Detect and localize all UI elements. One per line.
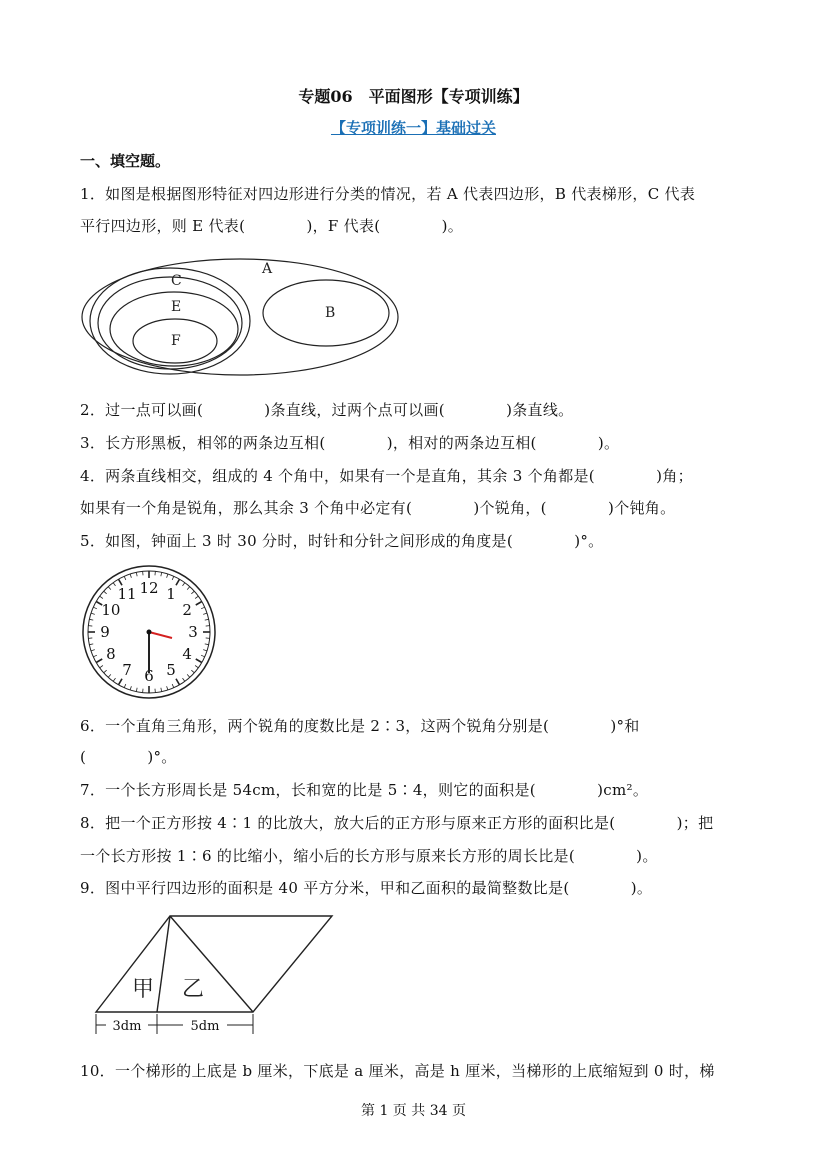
clock-tick xyxy=(93,655,97,657)
clock-tick xyxy=(119,679,123,685)
clock-number-2: 2 xyxy=(182,601,192,619)
clock-center xyxy=(147,630,152,635)
clock-tick xyxy=(196,659,202,663)
clock-tick xyxy=(167,574,168,578)
clock-tick xyxy=(205,619,209,620)
dim-label-right: 5dm xyxy=(190,1019,220,1034)
question-4-line-1: 4．两条直线相交，组成的 4 个角中，如果有一个是直角，其余 3 个角都是( )角； xyxy=(80,467,693,485)
label-b: B xyxy=(325,305,336,321)
clock-tick xyxy=(113,583,115,586)
clock-number-4: 4 xyxy=(182,645,192,663)
clock-tick xyxy=(100,666,103,668)
page-footer: 第 1 页 共 34 页 xyxy=(361,1103,466,1119)
clock-tick xyxy=(124,576,126,580)
clock-tick xyxy=(183,678,185,681)
clock-number-5: 5 xyxy=(166,661,176,680)
clock-tick xyxy=(161,688,162,692)
label-f: F xyxy=(171,333,181,349)
clock-tick xyxy=(100,596,103,598)
question-6-line-1: 6．一个直角三角形，两个锐角的度数比是 2∶3，这两个锐角分别是( )°和 xyxy=(80,717,640,735)
question-4-line-2: 如果有一个角是锐角，那么其余 3 个角中必定有( )个锐角，( )个钝角。 xyxy=(80,499,676,517)
parallelogram-figure xyxy=(90,912,340,1040)
clock-tick xyxy=(130,686,131,690)
clock-tick xyxy=(108,674,111,677)
clock-tick xyxy=(104,591,107,594)
clock-tick xyxy=(161,572,162,576)
clock-tick xyxy=(108,587,111,590)
clock-number-1: 1 xyxy=(166,584,176,603)
clock-tick xyxy=(183,583,185,586)
clock-tick xyxy=(89,644,93,645)
clock-tick xyxy=(124,684,126,688)
clock-tick xyxy=(136,688,137,692)
label-c: C xyxy=(171,273,182,289)
clock-number-10: 10 xyxy=(101,601,121,619)
question-1-line-2: 平行四边形，则 E 代表( )，F 代表( )。 xyxy=(80,217,464,235)
hour-hand xyxy=(149,632,172,638)
question-10: 10．一个梯形的上底是 b 厘米，下底是 a 厘米，高是 h 厘米，当梯形的上底缩短到 0 时，梯 xyxy=(80,1062,715,1080)
clock-number-11: 11 xyxy=(117,584,137,603)
clock-tick xyxy=(201,655,205,657)
page-title: 专题06 平面图形【专项训练】 xyxy=(298,87,529,106)
clock-tick xyxy=(187,587,190,590)
clock-tick xyxy=(203,613,207,614)
question-2: 2．过一点可以画( )条直线，过两个点可以画( )条直线。 xyxy=(80,401,574,419)
clock-number-8: 8 xyxy=(106,645,116,663)
clock-tick xyxy=(205,644,209,645)
clock-tick xyxy=(130,574,131,578)
clock-tick xyxy=(176,679,180,685)
clock-tick xyxy=(93,607,97,609)
label-a: A xyxy=(262,261,273,277)
clock-tick xyxy=(113,678,115,681)
clock-tick xyxy=(201,607,205,609)
ellipse-c xyxy=(98,277,242,369)
clock-tick xyxy=(176,579,180,585)
clock-tick xyxy=(136,572,137,576)
clock-figure xyxy=(80,565,220,700)
clock-tick xyxy=(96,659,102,663)
clock-tick xyxy=(91,613,95,614)
question-7: 7．一个长方形周长是 54cm，长和宽的比是 5∶4，则它的面积是( )cm²。 xyxy=(80,781,649,799)
question-1-line-1: 1．如图是根据图形特征对四边形进行分类的情况，若 A 代表四边形，B 代表梯形，C 代表 xyxy=(80,185,696,203)
clock-tick xyxy=(191,670,194,673)
clock-tick xyxy=(187,674,190,677)
label-jia: 甲 xyxy=(132,977,155,1002)
clock-number-7: 7 xyxy=(122,661,132,680)
clock-tick xyxy=(172,576,174,580)
clock-tick xyxy=(191,591,194,594)
clock-tick xyxy=(89,619,93,620)
quadrilateral-classification-figure xyxy=(80,255,400,385)
clock-tick xyxy=(195,596,198,598)
clock-number-6: 6 xyxy=(144,667,154,685)
label-yi: 乙 xyxy=(182,977,205,1002)
clock-number-9: 9 xyxy=(100,623,110,641)
clock-tick xyxy=(196,602,202,606)
clock-tick xyxy=(172,684,174,688)
ellipse-a xyxy=(82,259,398,375)
question-3: 3．长方形黑板，相邻的两条边互相( )，相对的两条边互相( )。 xyxy=(80,434,620,452)
question-6-line-2: ( )°。 xyxy=(80,748,177,766)
label-e: E xyxy=(171,299,182,315)
clock-tick xyxy=(167,686,168,690)
question-8-line-1: 8．把一个正方形按 4∶1 的比放大，放大后的正方形与原来正方形的面积比是( )；把 xyxy=(80,814,714,832)
question-5: 5．如图，钟面上 3 时 30 分时，时针和分针之间形成的角度是( )°。 xyxy=(80,532,604,550)
clock-number-3: 3 xyxy=(188,623,198,641)
clock-tick xyxy=(104,670,107,673)
dim-label-left: 3dm xyxy=(112,1019,142,1034)
question-8-line-2: 一个长方形按 1∶6 的比缩小，缩小后的长方形与原来长方形的周长比是( )。 xyxy=(80,847,658,865)
clock-tick xyxy=(91,650,95,651)
ellipse-c-outer xyxy=(90,268,250,374)
clock-number-12: 12 xyxy=(139,579,159,597)
clock-tick xyxy=(203,650,207,651)
section-subtitle-link[interactable]: 【专项训练一】基础过关 xyxy=(330,119,496,137)
section-heading: 一、填空题。 xyxy=(80,152,171,170)
clock-tick xyxy=(195,666,198,668)
question-9: 9．图中平行四边形的面积是 40 平方分米，甲和乙面积的最简整数比是( )。 xyxy=(80,879,653,897)
